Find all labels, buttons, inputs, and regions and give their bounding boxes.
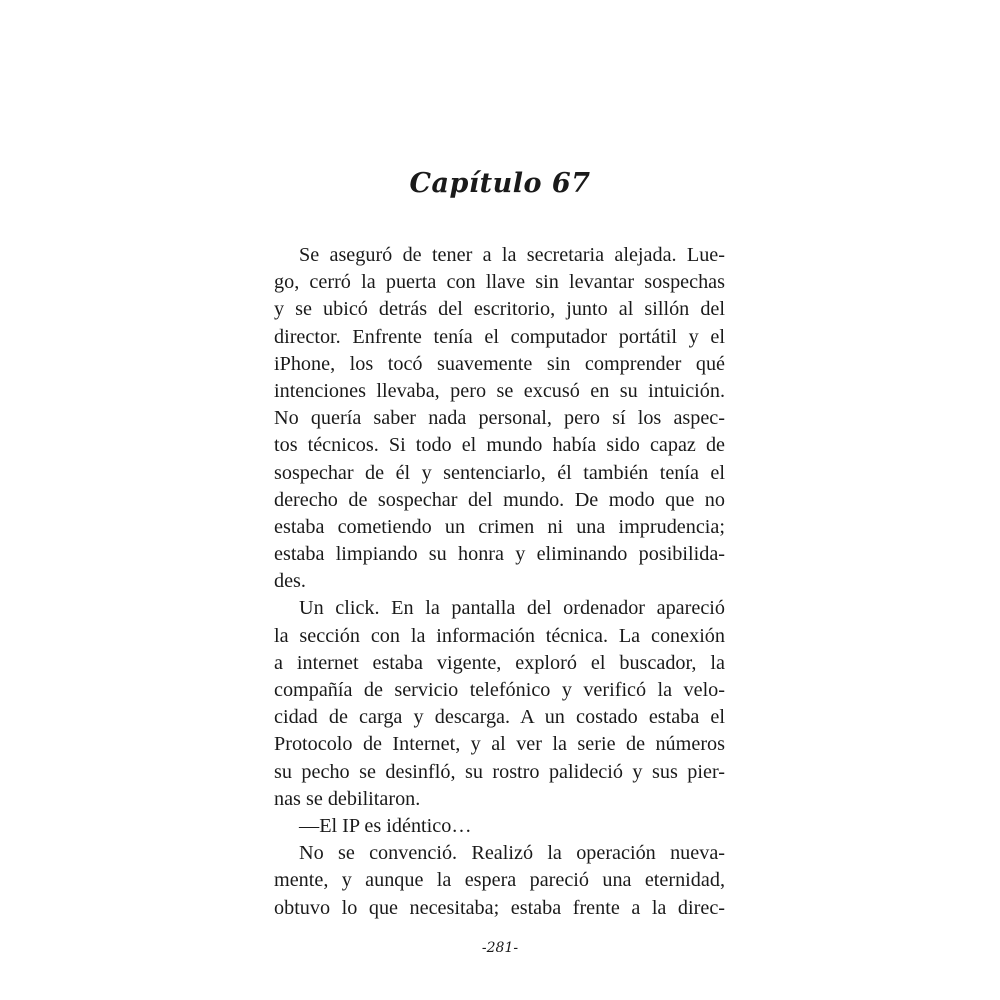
text-line: No quería saber nada personal, pero sí los aspec- <box>274 407 725 430</box>
text-line: nas se debilitaron. <box>274 787 421 810</box>
text-line: a internet estaba vigente, exploró el buscador, la <box>274 651 725 674</box>
text-line: estaba cometiendo un crimen ni una imprudencia; <box>274 515 725 538</box>
text-line: mente, y aunque la espera pareció una eternidad, <box>274 869 725 892</box>
text-line: compañía de servicio telefónico y verificó la velo- <box>274 679 725 701</box>
text-line: iPhone, los tocó suavemente sin comprender qué <box>274 352 725 375</box>
page-number: -281- <box>481 940 519 956</box>
text-line: la sección con la información técnica. La conexión <box>274 624 725 647</box>
text-line: Se aseguró de tener a la secretaria alejada. Lue- <box>299 244 725 266</box>
text-line: sospechar de él y sentenciarlo, él también tenía el <box>274 461 725 484</box>
text-line: cidad de carga y descarga. A un costado estaba el <box>274 706 725 729</box>
text-line: —El IP es idéntico… <box>299 814 472 837</box>
text-line: tos técnicos. Si todo el mundo había sido capaz de <box>274 434 725 457</box>
text-line: estaba limpiando su honra y eliminando posibilida- <box>274 543 725 566</box>
text-line: derecho de sospechar del mundo. De modo que no <box>274 488 725 511</box>
text-line: y se ubicó detrás del escritorio, junto al sillón del <box>274 298 725 321</box>
body-text <box>274 242 725 922</box>
text-line: director. Enfrente tenía el computador portátil y el <box>274 325 725 348</box>
text-line: des. <box>274 570 306 593</box>
text-line: intenciones llevaba, pero se excusó en su intuición. <box>274 379 725 402</box>
text-line: su pecho se desinfló, su rostro palideció y sus pier- <box>274 760 725 783</box>
chapter-title: Capítulo 67 <box>409 168 591 199</box>
text-line: go, cerró la puerta con llave sin levantar sospechas <box>274 271 725 294</box>
text-line: Un click. En la pantalla del ordenador apareció <box>299 597 725 620</box>
text-line: No se convenció. Realizó la operación nueva- <box>299 842 725 865</box>
text-line: obtuvo lo que necesitaba; estaba frente a la direc- <box>274 896 725 919</box>
text-line: Protocolo de Internet, y al ver la serie de números <box>274 733 725 756</box>
